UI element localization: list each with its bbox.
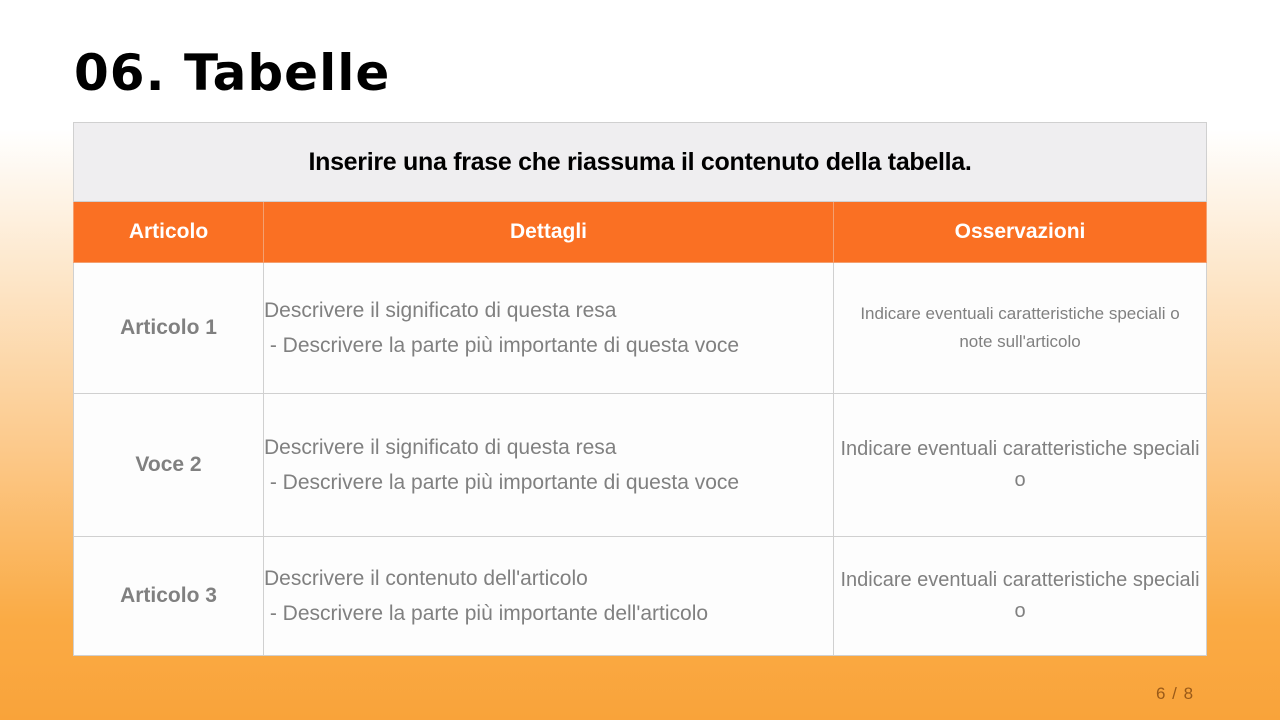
note-line: Indicare eventuali caratteristiche speciali [840,438,1200,460]
table-row [74,394,1207,537]
item-cell: Articolo 3 [74,537,264,656]
header-dettagli: Dettagli [264,202,834,263]
item-cell: Articolo 1 [74,263,264,394]
detail-line: - Descrivere la parte più importante di questa voce [264,471,740,494]
page-number: 6 / 8 [1156,684,1195,703]
note-line: Indicare eventuali caratteristiche speciali o [860,304,1180,323]
detail-line: - Descrivere la parte più importante di questa voce [264,334,740,357]
note-line: o [1014,469,1026,491]
note-line: Indicare eventuali caratteristiche speciali [840,569,1200,591]
data-table [73,122,1207,656]
detail-cell [264,394,834,537]
detail-line: - Descrivere la parte più importante dell'articolo [264,602,709,625]
note-cell [834,537,1207,656]
detail-line: Descrivere il significato di questa resa [264,299,617,322]
table-row [74,263,1207,394]
note-cell [834,263,1207,394]
item-cell: Voce 2 [74,394,264,537]
slide-title: 06. Tabelle [74,44,391,102]
note-cell [834,394,1207,537]
detail-line: Descrivere il contenuto dell'articolo [264,567,588,590]
detail-cell [264,263,834,394]
header-articolo: Articolo [74,202,264,263]
detail-cell [264,537,834,656]
detail-line: Descrivere il significato di questa resa [264,436,617,459]
table-caption: Inserire una frase che riassuma il contenuto della tabella. [74,123,1207,202]
table-row [74,537,1207,656]
note-line: note sull'articolo [959,332,1081,351]
note-line: o [1014,600,1026,622]
header-osservazioni: Osservazioni [834,202,1207,263]
